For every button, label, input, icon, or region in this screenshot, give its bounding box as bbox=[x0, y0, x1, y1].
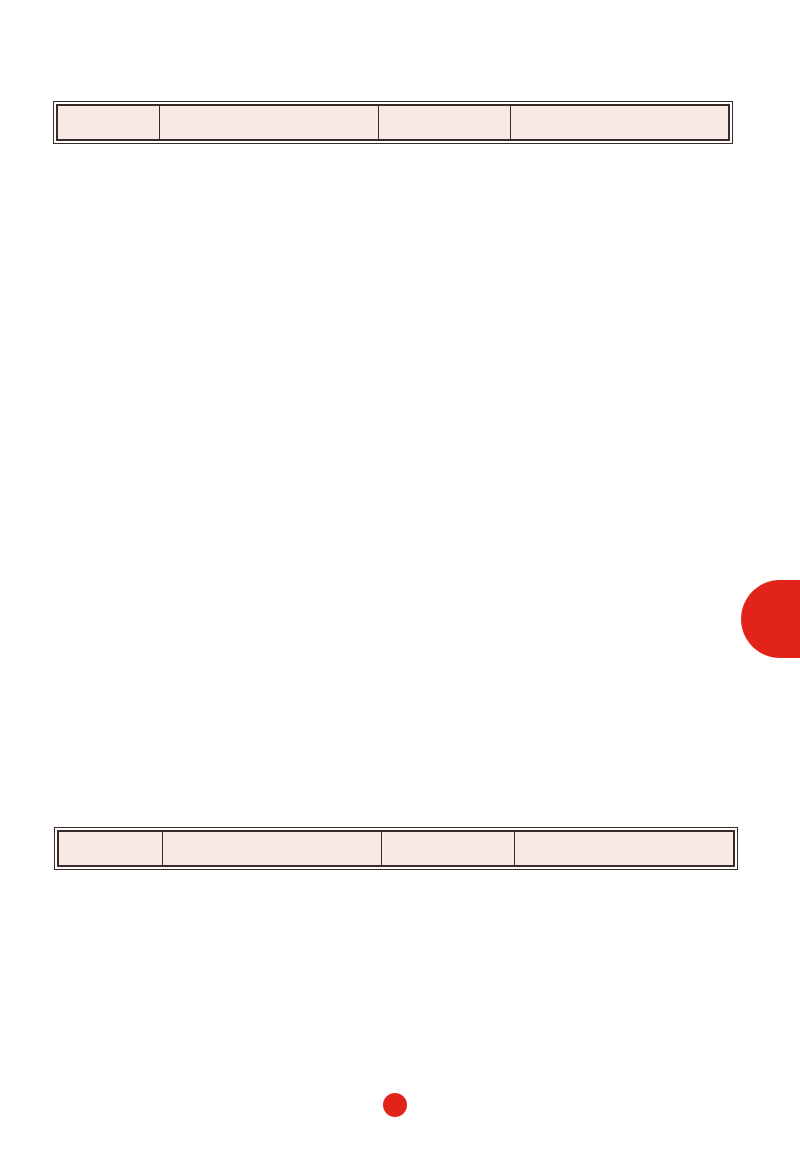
header-lessons bbox=[159, 105, 378, 140]
table-header-row bbox=[57, 105, 729, 140]
appendix-tab[interactable] bbox=[741, 580, 800, 658]
header-elements bbox=[510, 105, 729, 140]
header-unit bbox=[58, 831, 162, 866]
header-unit bbox=[57, 105, 159, 140]
curriculum-table-grade1-second bbox=[57, 830, 735, 867]
header-elements bbox=[514, 831, 734, 866]
header-theme bbox=[378, 105, 510, 140]
page-number bbox=[383, 1093, 407, 1117]
header-lessons bbox=[162, 831, 381, 866]
curriculum-table-continued bbox=[56, 104, 730, 141]
table-header-row bbox=[58, 831, 734, 866]
header-theme bbox=[381, 831, 514, 866]
